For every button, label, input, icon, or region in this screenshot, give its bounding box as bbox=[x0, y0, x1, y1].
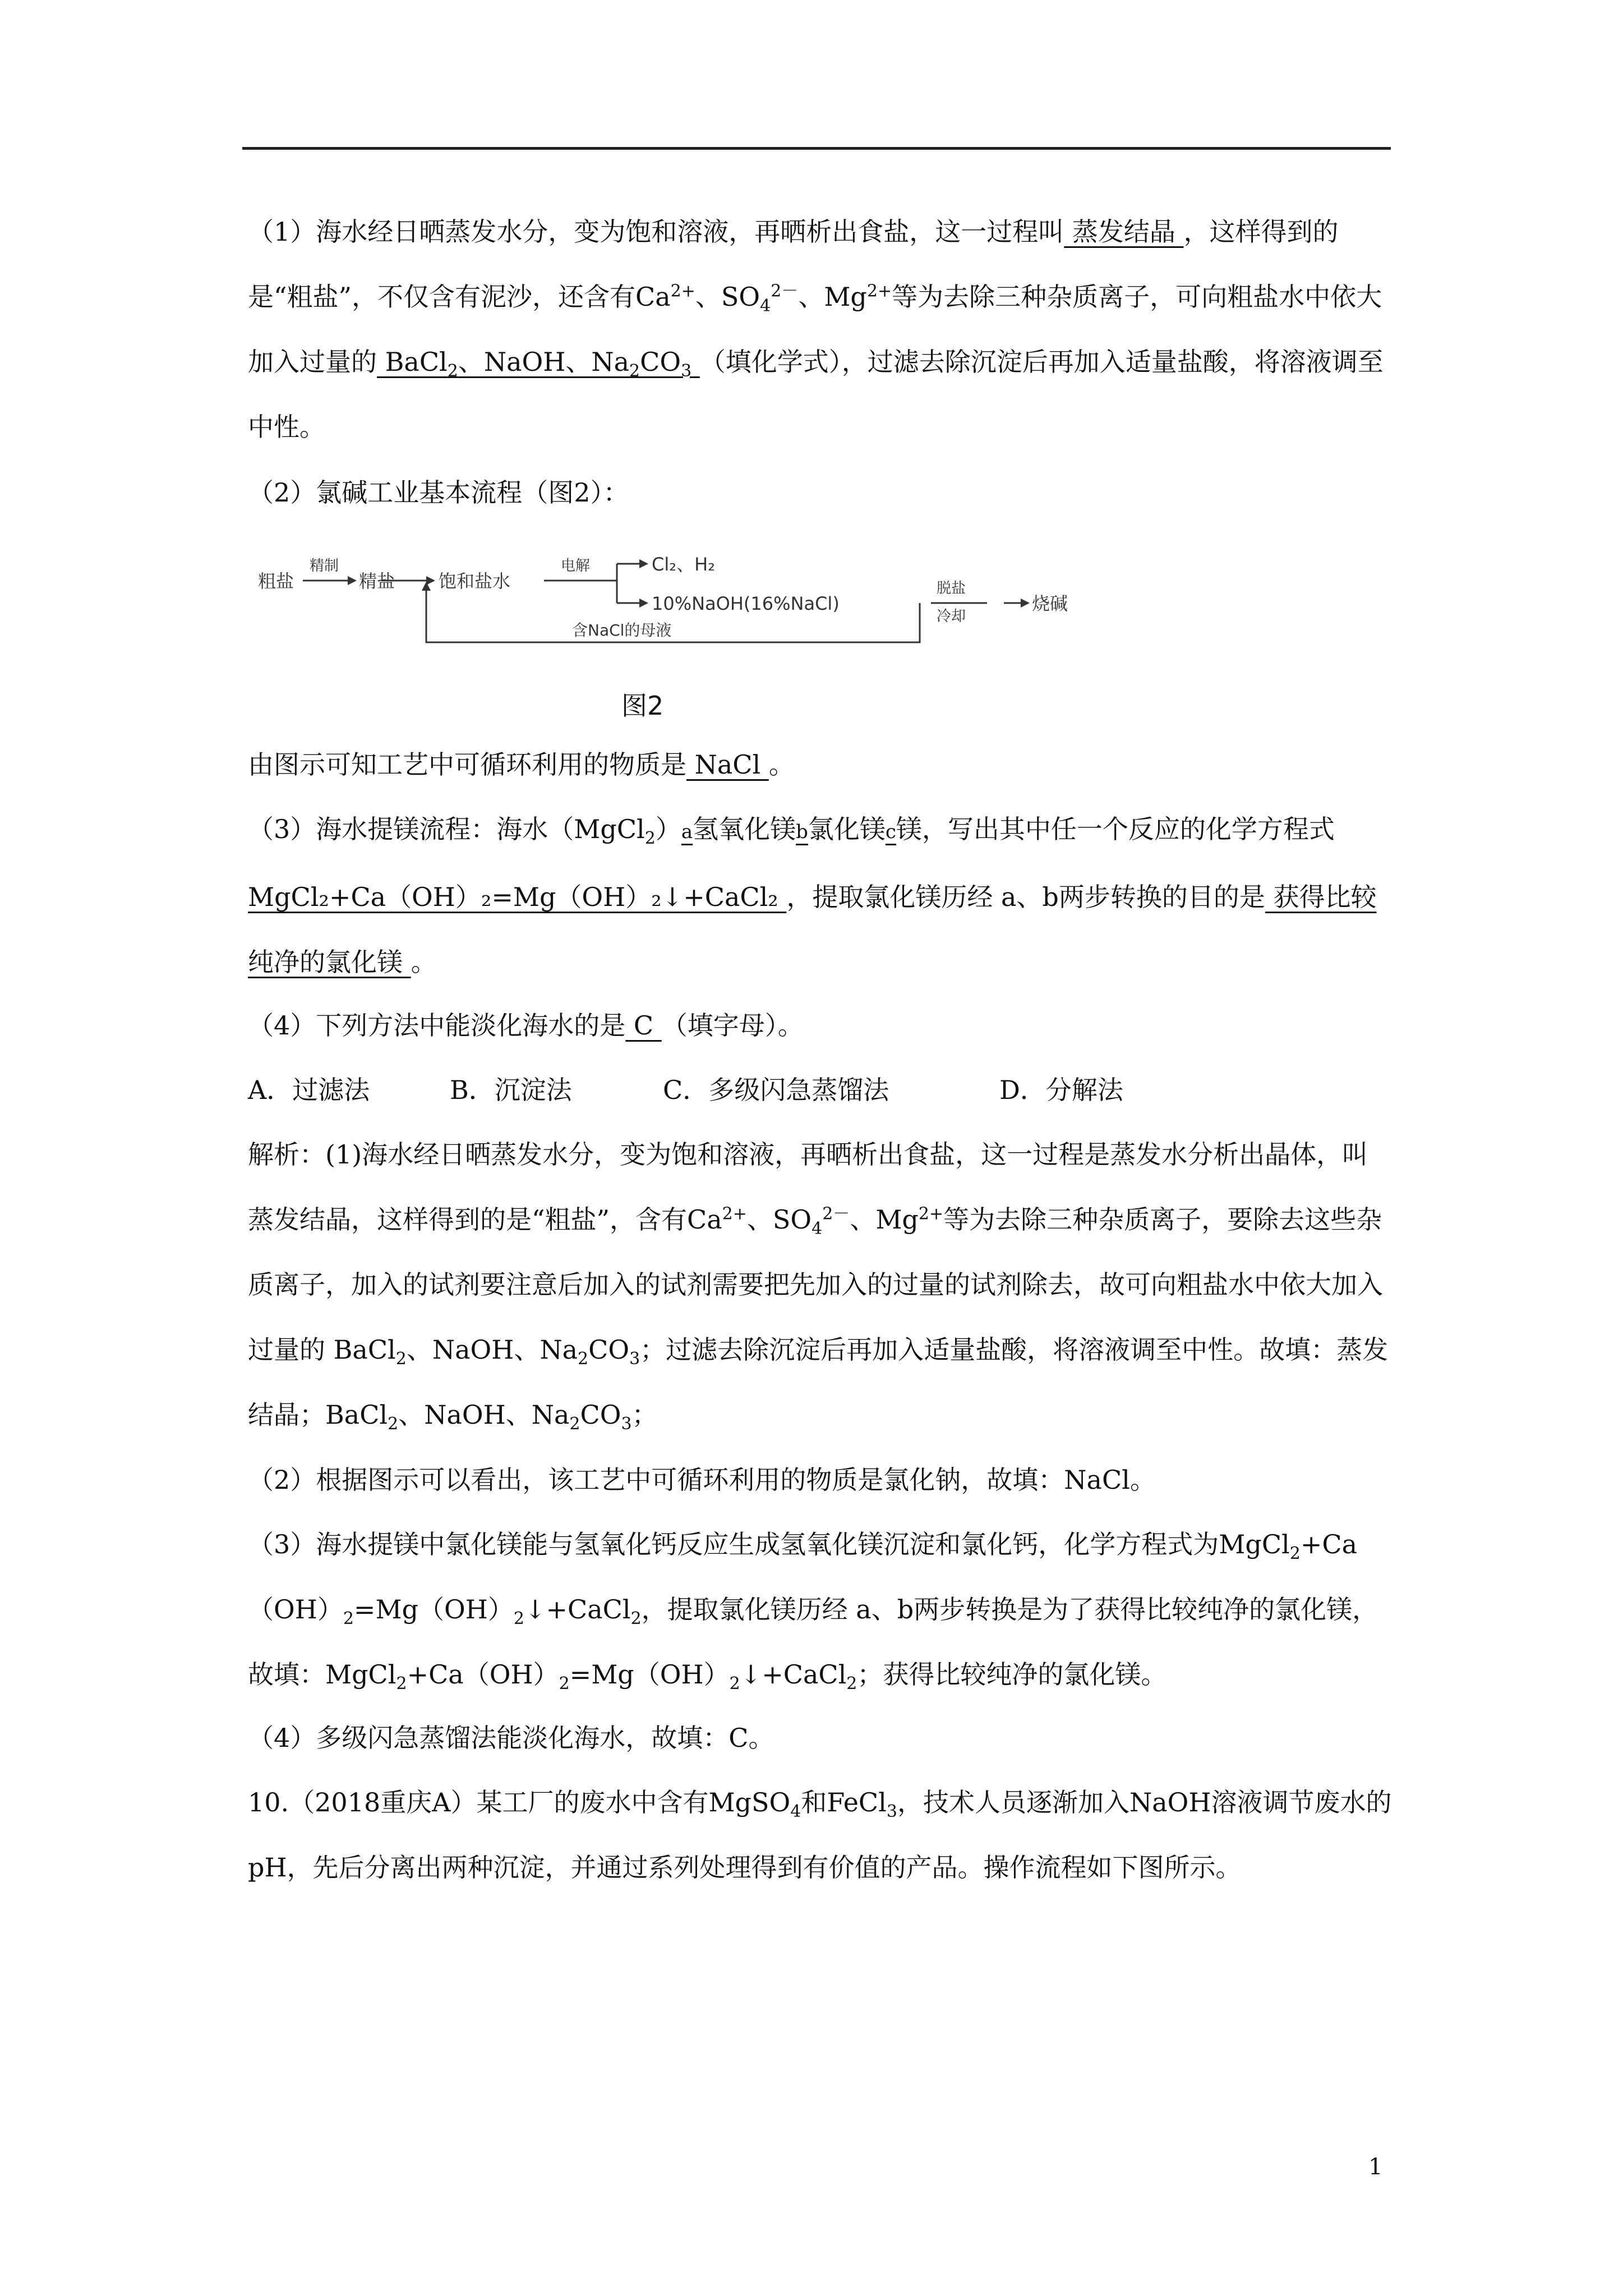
chlor-alkali-flow-diagram bbox=[258, 547, 1068, 659]
q3-answer-purpose: 获得比较纯净的氯化镁 bbox=[248, 882, 1377, 977]
q4-answer: C bbox=[625, 1010, 662, 1041]
option-d: D．分解法 bbox=[999, 1075, 1123, 1105]
superscript: 2+ bbox=[722, 1204, 747, 1224]
subscript: 3 bbox=[621, 1414, 632, 1434]
header-rule bbox=[242, 147, 1391, 150]
q4-text-2: （填字母）。 bbox=[661, 1010, 804, 1041]
analysis-text: CO bbox=[588, 1335, 630, 1365]
subscript: 2 bbox=[578, 1349, 589, 1369]
subscript: 2 bbox=[396, 1674, 407, 1694]
option-c: C．多级闪急蒸馏法 bbox=[663, 1075, 889, 1105]
subscript: 2 bbox=[629, 361, 640, 381]
subscript: 2 bbox=[388, 1414, 399, 1434]
analysis-part-3 bbox=[248, 1512, 1392, 1707]
superscript: 2+ bbox=[670, 281, 695, 301]
diagram-electrolysis-label: 电解 bbox=[561, 558, 591, 574]
analysis-text: 、NaOH、Na bbox=[398, 1400, 570, 1430]
subscript: 2 bbox=[630, 1609, 642, 1629]
q2-answer-prefix: 由图示可知工艺中可循环利用的物质是 bbox=[248, 749, 686, 780]
analysis-text: CO bbox=[580, 1400, 621, 1430]
subscript: 2 bbox=[343, 1609, 354, 1629]
q1-answer-2 bbox=[377, 347, 700, 381]
answer-part: 、NaOH、Na bbox=[458, 347, 630, 377]
superscript: 2－ bbox=[822, 1204, 850, 1224]
subscript: 2 bbox=[513, 1609, 524, 1629]
analysis-text: 、Mg bbox=[850, 1204, 919, 1235]
q3-text-2: ） bbox=[655, 814, 681, 844]
q2-answer-line bbox=[248, 732, 1392, 797]
q1-text-2: ，这样得到的是“粗盐”，不仅含有泥沙，还含有Ca bbox=[248, 217, 1339, 312]
page-number: 1 bbox=[1368, 2154, 1383, 2180]
q3-answer-equation: MgCl₂+Ca（OH）₂=Mg（OH）₂↓+CaCl₂ bbox=[248, 882, 787, 912]
analysis-text: +Ca（OH） bbox=[407, 1659, 559, 1690]
subscript: 2 bbox=[846, 1674, 857, 1694]
answer-part: CO bbox=[640, 347, 681, 377]
q4-text: （4）下列方法中能淡化海水的是 bbox=[248, 1010, 626, 1041]
question-3 bbox=[248, 797, 1392, 995]
subscript: 2 bbox=[447, 361, 458, 381]
analysis-text: （3）海水提镁中氯化镁能与氢氧化钙反应生成氢氧化镁沉淀和氯化钙，化学方程式为MgCl bbox=[248, 1529, 1290, 1559]
analysis-part-2: （2）根据图示可以看出，该工艺中可循环利用的物质是氯化钠，故填：NaCl。 bbox=[248, 1465, 1156, 1495]
figure-caption: 图2 bbox=[621, 691, 664, 721]
q10-text: 10.（2018重庆A）某工厂的废水中含有MgSO bbox=[248, 1787, 791, 1818]
subscript: 2 bbox=[395, 1349, 407, 1369]
answer-part bbox=[691, 347, 700, 377]
diagram-solution: 10%NaOH(16%NaCl) bbox=[652, 593, 840, 614]
q1-text: （1）海水经日晒蒸发水分，变为饱和溶液，再晒析出食盐，这一过程叫 bbox=[248, 217, 1064, 247]
analysis-text: 、NaOH、Na bbox=[406, 1335, 578, 1365]
q2-answer-suffix: 。 bbox=[768, 749, 795, 780]
diagram-refined-salt: 精盐 bbox=[359, 570, 395, 592]
q2-answer: NaCl bbox=[686, 749, 769, 780]
diagram-product: 烧碱 bbox=[1032, 593, 1068, 614]
question-1 bbox=[248, 199, 1392, 459]
superscript: 2+ bbox=[866, 281, 892, 301]
superscript: 2－ bbox=[771, 281, 799, 301]
analysis-part-1 bbox=[248, 1122, 1392, 1447]
analysis-text: ，提取氯化镁历经 a、b两步转换是为了获得比较纯净的氯化镁，故填：MgCl bbox=[248, 1594, 1378, 1690]
analysis-text: 解析：(1)海水经日晒蒸发水分，变为饱和溶液，再晒析出食盐，这一过程是蒸发水分析出晶体，叫蒸发结晶，这样得到的是“粗盐”，含有Ca bbox=[248, 1139, 1368, 1235]
subscript: 3 bbox=[681, 361, 692, 381]
q3-step-b: b bbox=[796, 821, 808, 843]
diagram-gases: Cl₂、H₂ bbox=[652, 554, 715, 575]
subscript: 3 bbox=[629, 1349, 640, 1369]
analysis-text: ；获得比较纯净的氯化镁。 bbox=[857, 1659, 1167, 1690]
analysis-text: ↓+CaCl bbox=[740, 1659, 847, 1690]
analysis-text: 、SO bbox=[746, 1204, 812, 1235]
q1-text-4: 、Mg bbox=[798, 282, 867, 312]
subscript: 2 bbox=[569, 1414, 580, 1434]
analysis-text: =Mg（OH） bbox=[353, 1594, 514, 1625]
option-a: A．过滤法 bbox=[248, 1075, 370, 1105]
analysis-text: ↓+CaCl bbox=[524, 1594, 631, 1625]
analysis-text: =Mg（OH） bbox=[569, 1659, 730, 1690]
question-10 bbox=[248, 1770, 1392, 1900]
subscript: 2 bbox=[559, 1674, 570, 1694]
analysis-text: +Ca（OH） bbox=[248, 1529, 1357, 1625]
q10-text-2: 和FeCl bbox=[801, 1787, 887, 1818]
diagram-step-bottom: 冷却 bbox=[937, 608, 966, 625]
q10-text-3: ，技术人员逐渐加入NaOH溶液调节废水的pH，先后分离出两种沉淀，并通过系列处理得到有价值的产品。操作流程如下图所示。 bbox=[248, 1787, 1392, 1883]
q3-text-6: ，提取氯化镁历经 a、b两步转换的目的是 bbox=[786, 882, 1265, 912]
diagram-refine-label: 精制 bbox=[310, 558, 339, 574]
analysis-text: ；过滤去除沉淀后再加入适量盐酸，将溶液调至中性。故填：蒸发结晶；BaCl bbox=[248, 1335, 1389, 1430]
diagram-step-top: 脱盐 bbox=[937, 580, 966, 597]
q1-answer-1: 蒸发结晶 bbox=[1064, 217, 1184, 247]
q3-step-c: c bbox=[885, 821, 896, 843]
question-2: （2）氯碱工业基本流程（图2）： bbox=[248, 477, 629, 508]
superscript: 2+ bbox=[918, 1204, 944, 1224]
subscript: 4 bbox=[760, 296, 771, 316]
subscript: 4 bbox=[790, 1802, 801, 1822]
q3-text-3: 氢氧化镁 bbox=[693, 814, 796, 844]
subscript: 2 bbox=[729, 1674, 740, 1694]
diagram-brine: 饱和盐水 bbox=[439, 570, 511, 592]
analysis-text: 等为去除三种杂质离子，要除去这些杂质离子，加入的试剂要注意后加入的试剂需要把先加入的过量的试剂除去，故可向粗盐水中依大加入过量的 BaCl bbox=[248, 1204, 1383, 1365]
q1-text-3: 、SO bbox=[695, 282, 760, 312]
option-b: B．沉淀法 bbox=[450, 1075, 572, 1105]
answer-part: BaCl bbox=[377, 347, 448, 377]
subscript: 2 bbox=[644, 829, 656, 849]
q3-text-7: 。 bbox=[411, 947, 437, 977]
subscript: 3 bbox=[886, 1802, 897, 1822]
analysis-part-4: （4）多级闪急蒸馏法能淡化海水，故填：C。 bbox=[248, 1723, 774, 1753]
diagram-recycle: 含NaCl的母液 bbox=[572, 621, 672, 639]
q3-text-5: 镁，写出其中任一个反应的化学方程式 bbox=[896, 814, 1335, 844]
diagram-crude-salt: 粗盐 bbox=[258, 570, 294, 592]
q3-step-a: a bbox=[681, 821, 693, 843]
q1-text-5: 等为去除三种杂质离子，可向粗盐水中依大加入过量的 bbox=[248, 282, 1382, 377]
q3-text: （3）海水提镁流程：海水（MgCl bbox=[248, 814, 645, 844]
question-4 bbox=[248, 993, 1392, 1058]
q3-text-4: 氯化镁 bbox=[808, 814, 886, 844]
subscript: 4 bbox=[811, 1219, 823, 1239]
subscript: 2 bbox=[1289, 1544, 1301, 1564]
q1-text-6: （填化学式），过滤去除沉淀后再加入适量盐酸，将溶液调至中性。 bbox=[248, 347, 1384, 442]
analysis-text: ； bbox=[631, 1400, 658, 1430]
